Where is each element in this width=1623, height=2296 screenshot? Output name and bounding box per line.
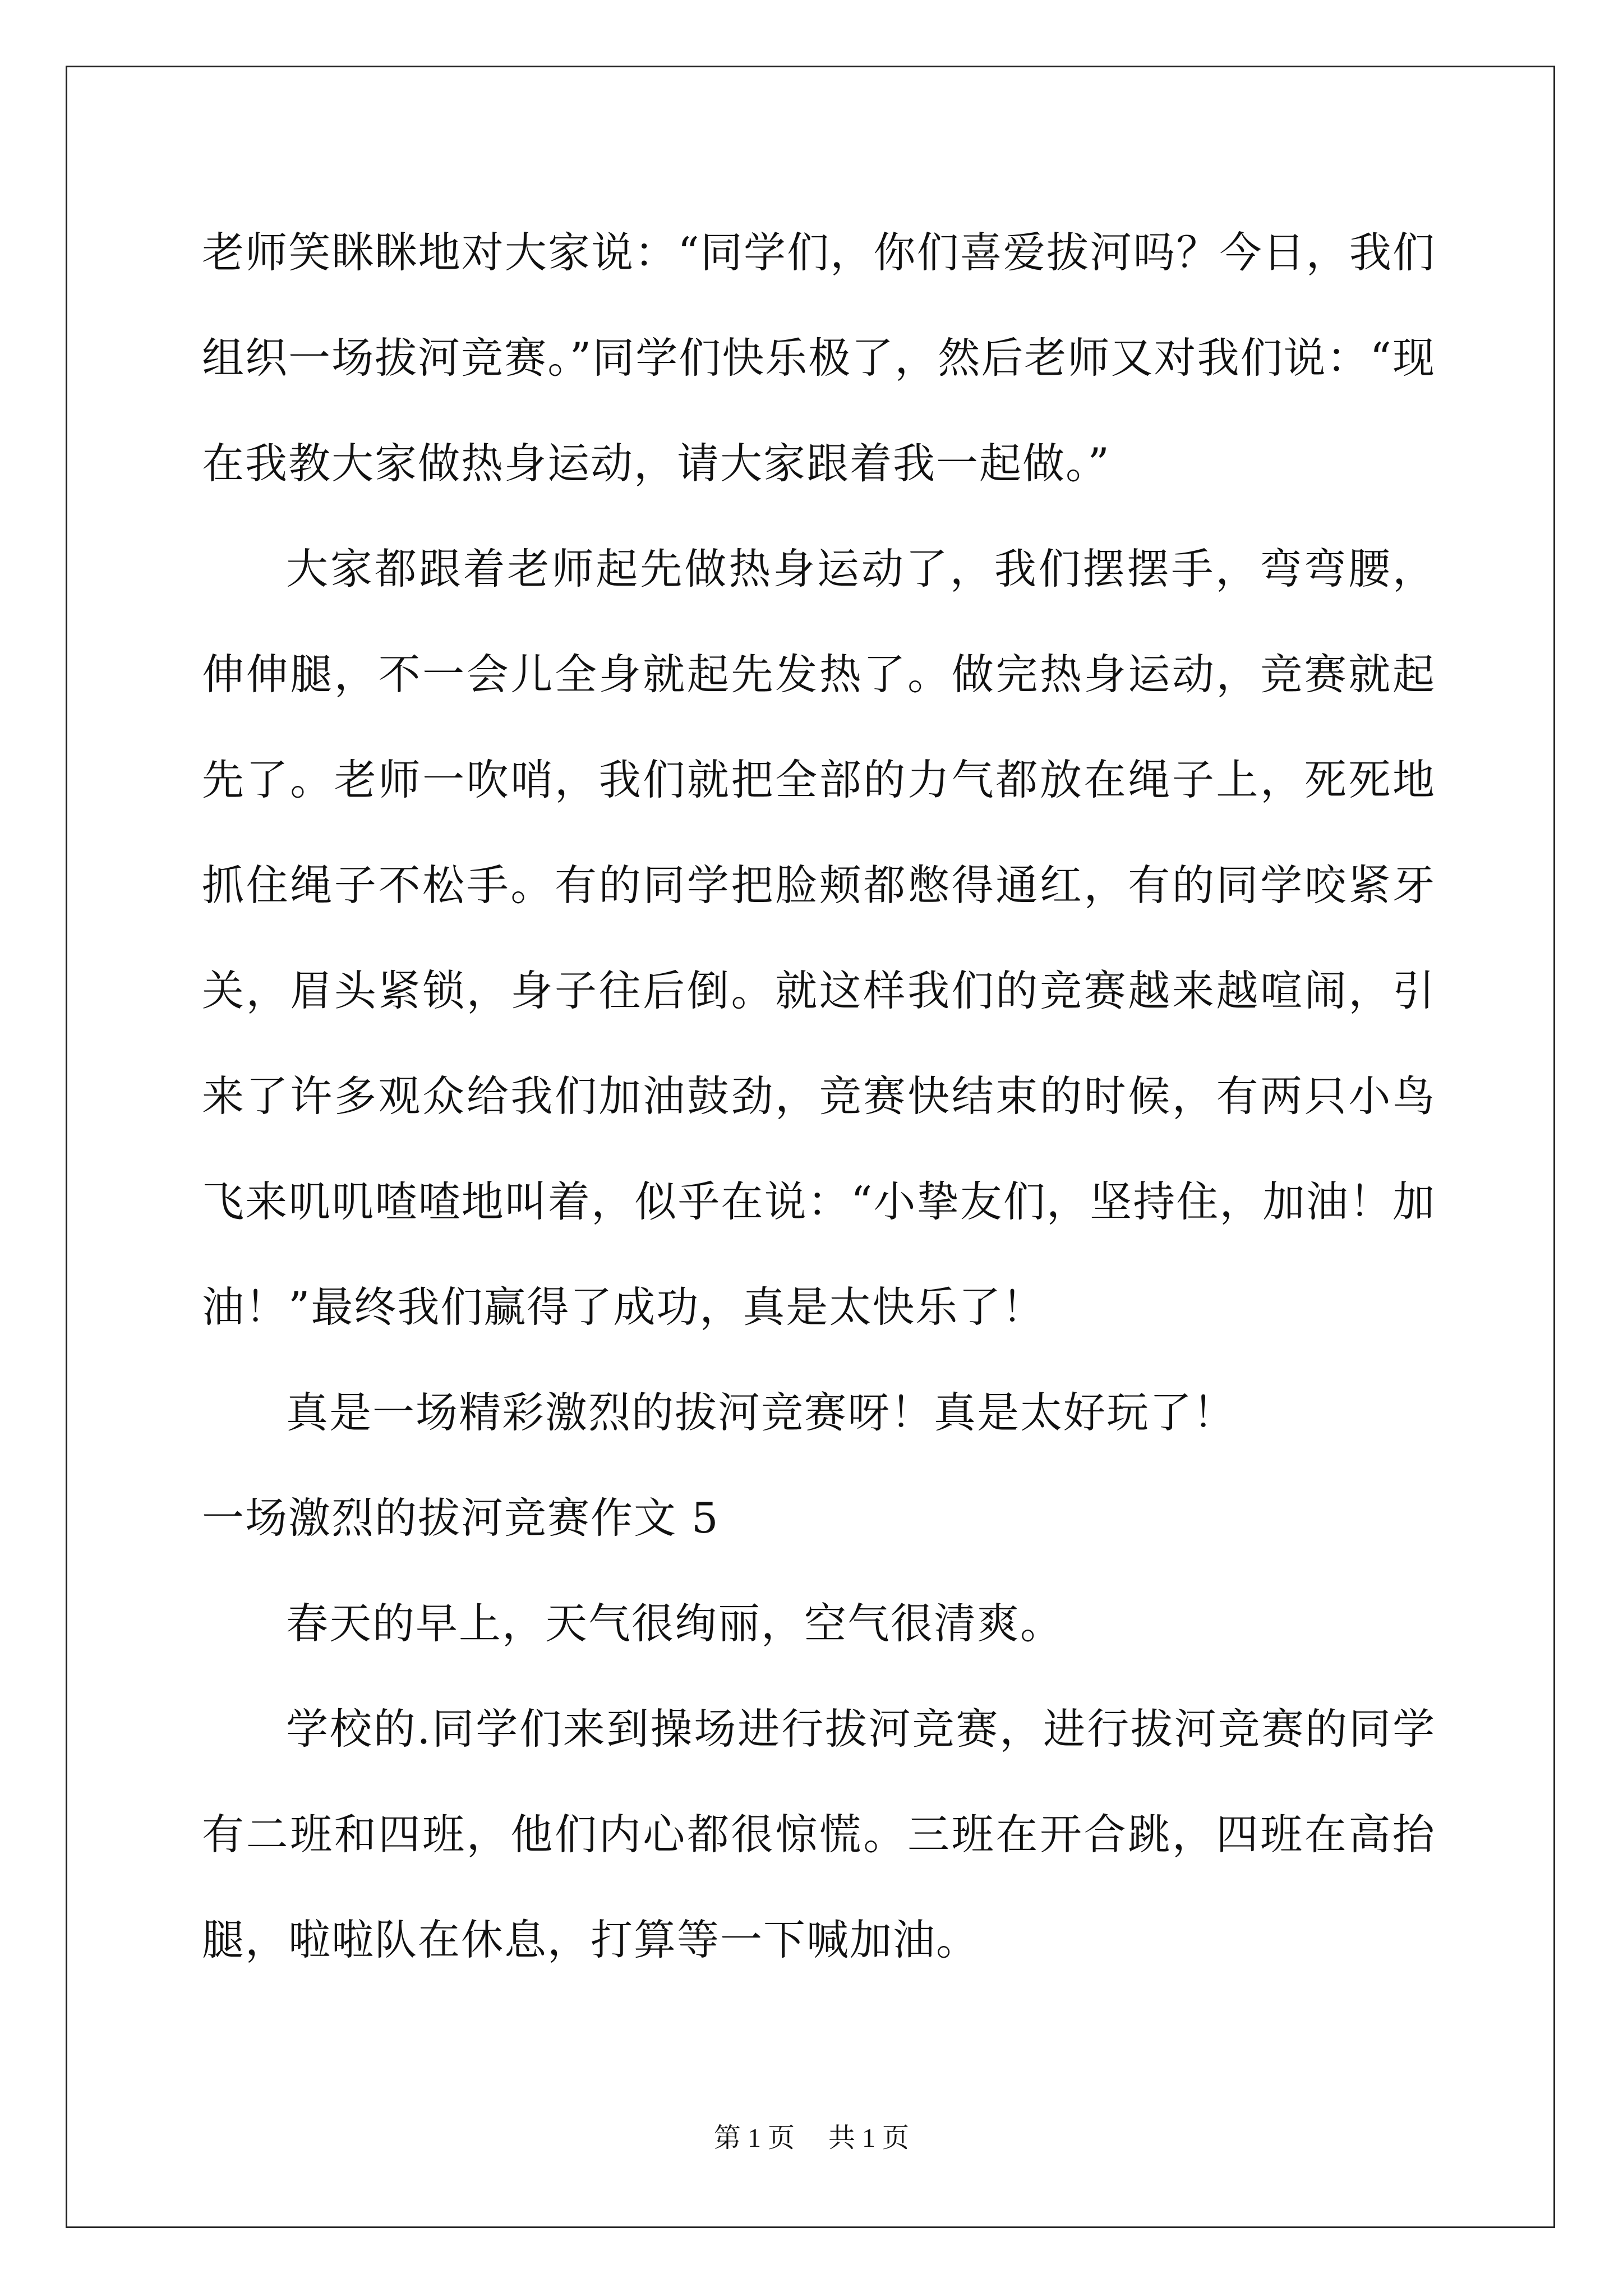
paragraph-1: 老师笑眯眯地对大家说：“同学们，你们喜爱拔河吗？今日，我们组织一场拔河竞赛。”同学们快乐极了，然后老师又对我们说：“现在我教大家做热身运动，请大家跟着我一起做。”: [202, 228, 1436, 488]
page-number-total: 共 1 页: [828, 2123, 910, 2153]
paragraph-5: 学校的.同学们来到操场进行拔河竞赛，进行拔河竞赛的同学有二班和四班，他们内心都很惊慌。三班在开合跳，四班在高抬腿，啦啦队在休息，打算等一下喊加油。: [202, 1704, 1436, 1964]
section-heading: 一场激烈的拔河竞赛作文 5: [202, 1493, 720, 1543]
paragraph-2: 大家都跟着老师起先做热身运动了，我们摆摆手，弯弯腰，伸伸腿，不一会儿全身就起先发热了。做完热身运动，竞赛就起先了。老师一吹哨，我们就把全部的力气都放在绳子上，死死地抓住绳子不松手。有的同学把脸颊都憋得通红，有的同学咬紧牙关，眉头紧锁，身子往后倒。就这样我们的竞赛越来越喧闹，引来了许多观众给我们加油鼓劲，竞赛快结束的时候，有两只小鸟飞来叽叽喳喳地叫着，似乎在说：“小挚友们，坚持住，加油！加油！”最终我们赢得了成功，真是太快乐了！: [202, 544, 1436, 1332]
page-number-current: 第 1 页: [713, 2123, 795, 2153]
paragraph-3: 真是一场精彩激烈的拔河竞赛呀！真是太好玩了！: [286, 1388, 1237, 1437]
paragraph-4: 春天的早上，天气很绚丽，空气很清爽。: [286, 1599, 1064, 1648]
document-body: [202, 200, 1436, 1993]
page-footer: [0, 2122, 1623, 2155]
